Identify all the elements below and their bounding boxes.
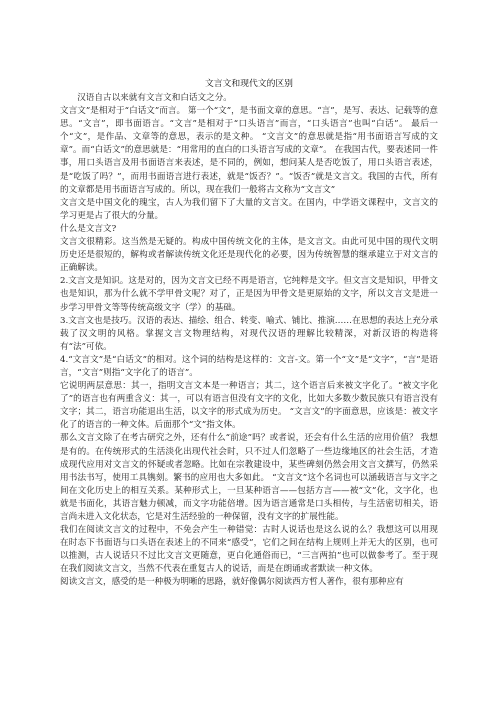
paragraph-point-1: 文言文很精彩。这当然是无疑的。构成中国传统文化的主体，是文言文。由此可见中国的现代文明历史还是很短的，解构或者解读传统文化还是现代化的必要，因为传统智慧的继承建立于对文言的正确解读。 bbox=[60, 237, 438, 274]
paragraph-intro: 汉语自古以来就有文言文和白话文之分。 bbox=[77, 93, 232, 103]
document-title: 文言文和现代文的区别 bbox=[205, 79, 293, 89]
paragraph-point-4: 4.“文言文”是“白话文”的相对。这个词的结构是这样的：文言-文。第一个“文”是“文字”，“言”是语言，“文言”则指“文字化了的语言”。 bbox=[60, 354, 438, 378]
paragraph-reading-illusion: 我们在阅读文言文的过程中，不免会产生一种错觉：古时人说话也是这么说的么？我想这可以用现在时态下书面语与口头语在表述上的不同来“感受”，它们之间在结构上规则上并无大的区别，也可以推测，古人说话只不过比文言文更随意，更白化通俗而已，“三言两拍”也可以做参考了。至于现在我们阅读文言文，当然不代表在重复古人的说话，而是在朗诵或者默读一种文体。 bbox=[60, 525, 438, 575]
paragraph-point-3: 3.文言文也是技巧。汉语的表达、描绘、组合、转变、喻式、铺比、推演……在思想的表达上充分承载了汉文明的风格。掌握文言文物理结构，对现代汉语的理解比较精深，对新汉语的构造将有“法”可依。 bbox=[60, 315, 438, 352]
paragraph-definition: 文言文”是相对于“白话文”而言。 第一个“文”，是书面文章的意思。“言”，是写、表达、记载等的意思。“文言”，即书面语言。“文言”是相对于“口头语言”而言，“口头语言”也叫“白话”。 最后一个“文”，是作品、文章等的意思，表示的是文种。 “文言文”的意思就是指“用书面语言写成的文章”。而“白话文”的意思就是：“用常用的直白的口头语言写成的文章”。 在我国古代，要表述同一件事，用口头语言及用书面语言来表述，是不同的，例如，想问某人是否吃饭了，用口头语言表述，是“吃饭了吗？”，而用书面语言进行表述，就是“饭否？”。“饭否”就是文言文。我国的古代，所有的文章都是用书面语言写成的。所以，现在我们一般将古文称为“文言文” bbox=[60, 106, 438, 195]
paragraph-future-value: 那么文言文除了在考古研究之外，还有什么“前途”吗？或者说，还会有什么生活的应用价值？ 我想是有的。在传统形式的生活淡化出现代社会时，只不过人们忽略了一些边缘地区的社会生活，才造成现代应用对文言文的怀疑或者忽略。比如在宗教建设中，某些碑刻仍然会用文言文撰写，仍然采用书法书写，使用工具镌刻。繁书的应用也大多如此。 “文言文”这个名词也可以涵载语言与文字之间在文化历史上的相互关系。某种形式上，一旦某种语言——包括方言——被“文”化，文字化，也就是书面化，其语言魅力顿减，而文字功能倍增。因为语言通常是口头相传，与生活密切相关，语言尚未进入文化状态，它是对生活经验的一种保留，没有文字的扩展性能。 bbox=[60, 433, 438, 522]
paragraph-point-2: 2.文言文是知识。这是对的，因为文言文已经不再是语言，它纯粹是文字。但文言文是知识，甲骨文也是知识，那为什么就不学甲骨文呢？对了，正是因为甲骨文是更原始的文字，所以文言文是进一步学习甲骨文等等传统高级文字（学）的基础。 bbox=[60, 276, 438, 313]
paragraph-treasure: 文言文是中国文化的瑰宝，古人为我们留下了大量的文言文。在国内，中学语文课程中，文言文的学习更是占了很大的分量。 bbox=[60, 197, 438, 221]
paragraph-two-meanings: 它说明两层意思：其一，指明文言文本是一种语言；其二，这个语言后来被文字化了。“被文字化了”的语言也有两重含义：其一，可以有语言但没有文字的文化，比如大多数少数民族只有语言没有文字；其二，语言功能退出生活，以文字的形式成为历史。 “文言文”的字面意思，应该是：被文字化了的语言的一种文体。后面那个“文”指文体。 bbox=[60, 381, 438, 431]
paragraph-reading-feel: 阅读文言文，感受的是一种极为明晰的思路，就好像偶尔阅读西方哲人著作，很有那种应有 bbox=[60, 577, 404, 588]
section-heading-what-is: 什么是文言文? bbox=[60, 223, 117, 234]
